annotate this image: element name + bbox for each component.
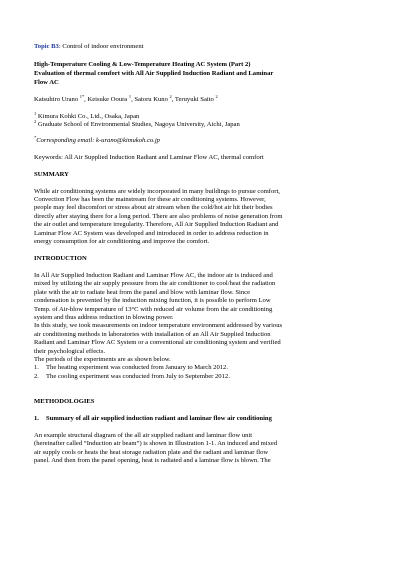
keywords: Keywords: All Air Supplied Induction Radiant and Laminar Flow AC, thermal comfort xyxy=(34,153,264,161)
author-affil-mark: 2 xyxy=(169,94,172,100)
author-name: Katsuhiro Urano xyxy=(34,96,80,104)
affiliation-line: $^2$ Graduate School of Environmental Studies, Nagoya University, Aichi, Japan xyxy=(34,119,240,128)
author-name: Satoru Kuno xyxy=(134,96,170,104)
list-item: 1. The heating experiment was conducted from January to March 2012. xyxy=(34,364,229,372)
author-list: Katsuhiro Urano $^{1*}$, Keisuke Ooura $^1$, Satoru Kuno $^2$, Teruyuki Saito $^2$ xyxy=(34,94,218,104)
topic-label: Topic B3 xyxy=(34,43,59,50)
author-affil-mark: 1* xyxy=(79,94,85,100)
topic-line xyxy=(34,43,366,51)
affiliations xyxy=(34,110,366,130)
summary-heading: SUMMARY xyxy=(34,171,69,179)
author-name: Teruyuki Saito xyxy=(174,96,216,104)
author-name: Keisuke Ooura xyxy=(87,96,129,104)
methodologies-subheading: 1. Summary of all air supplied induction radiant and laminar flow air conditioning xyxy=(34,414,272,422)
list-item: 2. The cooling experiment was conducted from July to September 2012. xyxy=(34,372,230,380)
methodologies-heading: METHODOLOGIES xyxy=(34,398,95,406)
author-affil-mark: 2 xyxy=(215,94,218,100)
methodologies-body: An example structural diagram of the all air supplied radiant and laminar flow unit (hereinafter called “Induction air beam”) is shown in Illustration 1-1. An induced and mixed air supply cools or heats the heat storage radiation plate and the radiant and laminar flow panel. And then from the panel opening, heat is radiated and a laminar flow is blown. The xyxy=(34,431,278,465)
author-affil-mark: 1 xyxy=(128,94,132,100)
summary-body: While air conditioning systems are widely incorporated in many buildings to pursue comfort, Convection Flow has been the mainstream for these air conditioning systems. However, people may feel discomfort or stress about air stream when the cold/hot air hit their bodies directly after staying there for a long period. There are also problems of noise generation from the air outlet and temperature irregularity. Therefore, All Air Supplied Induction Radiant and Laminar Flow AC System was developed and introduced in order to address reduction in energy consumption for air conditioning and improve the comfort. xyxy=(34,187,283,246)
topic-text: : Control of indoor environment xyxy=(58,43,144,50)
title-line: Evaluation of thermal comfort with All Air Supplied Induction Radiant and Laminar xyxy=(34,70,274,77)
introduction-body: In All Air Supplied Induction Radiant and Laminar Flow AC, the indoor air is induced and mixed by utilizing the air supply pressure from the air conditioner to cool/heat the radiation plate with the air to radiate heat from the panel and blow with laminar flow. Since condensation is prevented by the induction mixing function, it is possible to perform Low Temp. of Air-blow temperature of 13°C with reduced air volume from the air conditioning system and thus address reduction in blowing power. In this study, we took measurements on indoor temperature environment addressed by various air conditioning methods in laboratories with installation of an All Air Supplied Induction Radiant and Laminar Flow AC System or a conventional air conditioning system and verified their psychological effects. The periods of the experiments are as shown below. 1. The heating experiment was conducted from January to March 2012. 2. The cooling experiment was conducted from July to September 2012. xyxy=(34,272,366,381)
introduction-heading: INTRODUCTION xyxy=(34,255,87,263)
affiliation-line: $^1$ Kimura Kohki Co., Ltd., Osaka, Japan xyxy=(34,110,140,120)
corresponding-email: *Corresponding email: k-urano@kimukoh.co.jp xyxy=(34,135,160,145)
paper-title xyxy=(34,61,366,87)
title-line: High-Temperature Cooling & Low-Temperature Heating AC System (Part 2) xyxy=(34,61,251,69)
title-line: Flow AC xyxy=(34,78,59,86)
